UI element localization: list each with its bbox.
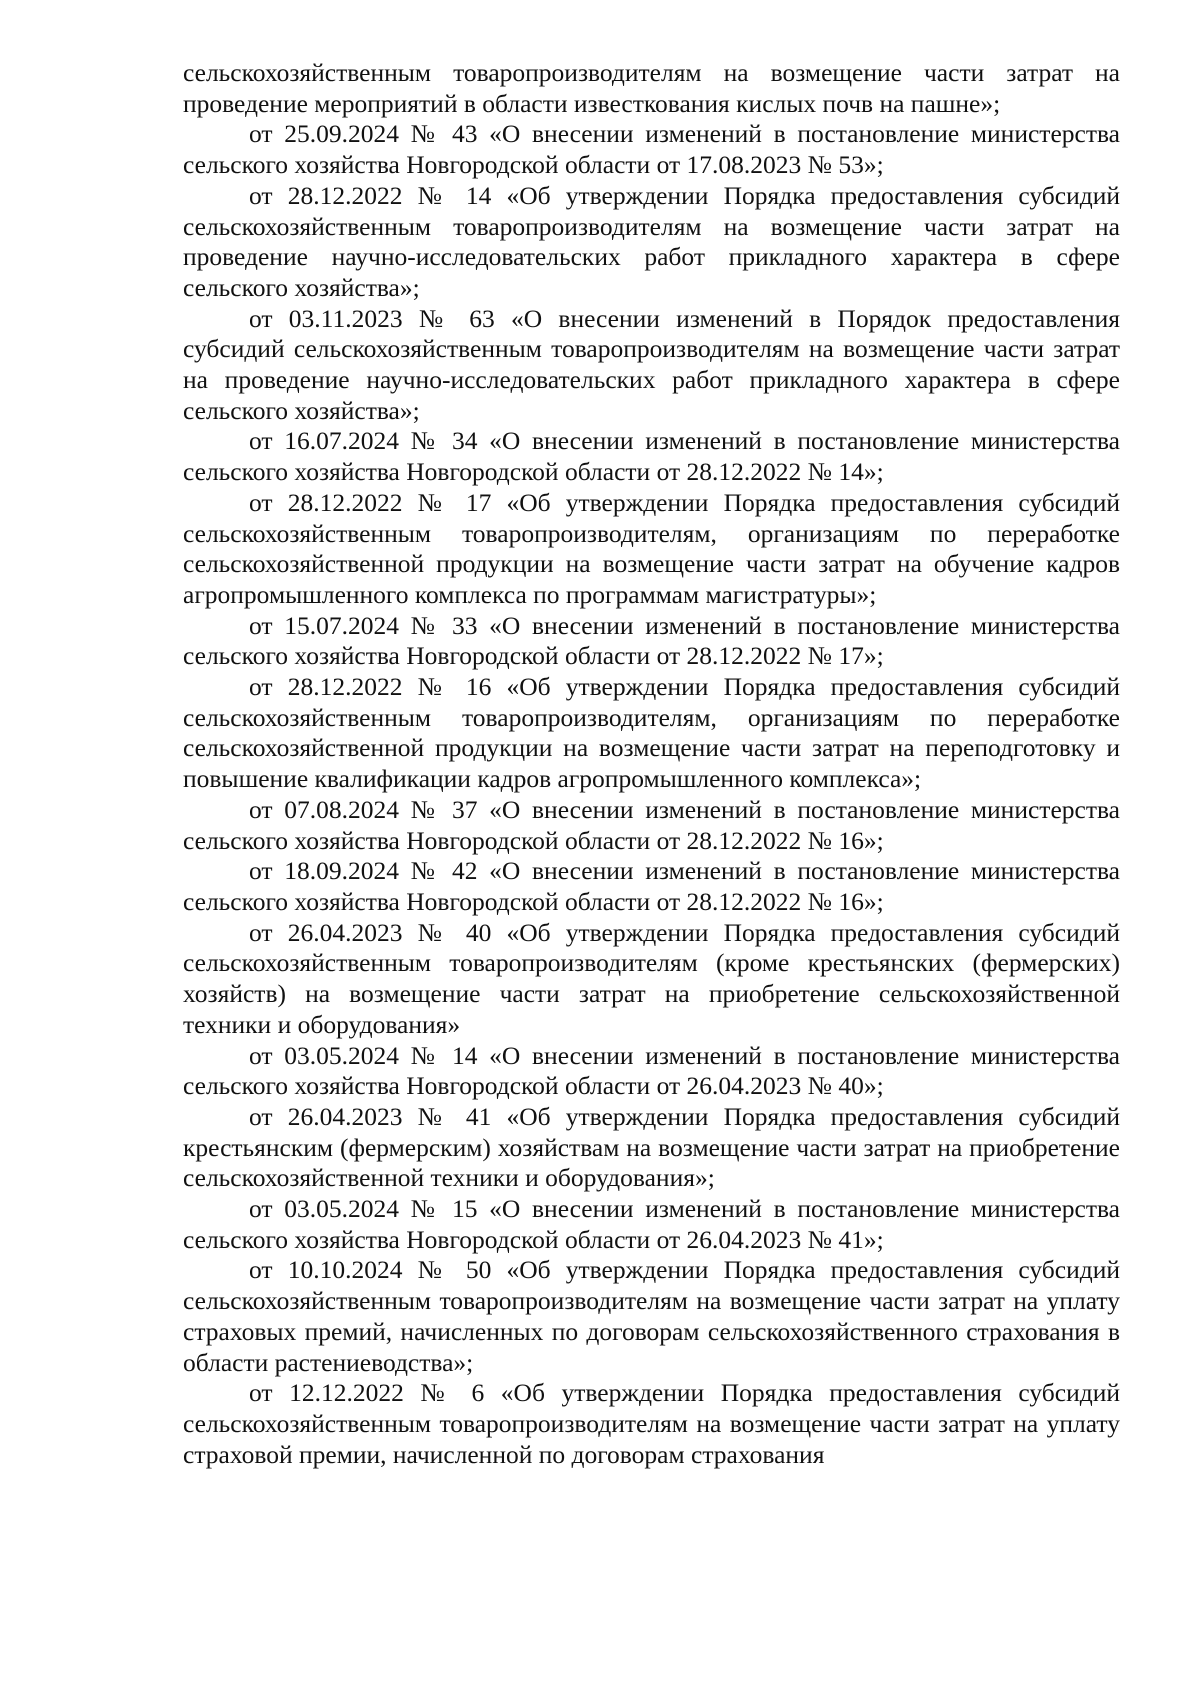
paragraph-item: от 12.12.2022 № 6 «Об утверждении Порядка предоставления субсидий сельскохозяйственным товаропроизводителям на возмещение части затрат на уплату страховой премии, начисленной по договорам страхования [183, 1378, 1120, 1469]
paragraph-item: от 26.04.2023 № 41 «Об утверждении Порядка предоставления субсидий крестьянским (фермерским) хозяйствам на возмещение части затрат на приобретение сельскохозяйственной техники и оборудования»; [183, 1101, 1120, 1193]
paragraph-item: от 16.07.2024 № 34 «О внесении изменений в постановление министерства сельского хозяйства Новгородской области от 28.12.2022 № 14»; [183, 426, 1120, 487]
paragraph-item: от 28.12.2022 № 17 «Об утверждении Порядка предоставления субсидий сельскохозяйственным товаропроизводителям, организациям по переработке сельскохозяйственной продукции на возмещение части затрат на обучение кадров агропромышленного комплекса по программам магистратуры»; [183, 487, 1120, 609]
paragraph-item: от 07.08.2024 № 37 «О внесении изменений в постановление министерства сельского хозяйства Новгородской области от 28.12.2022 № 16»; [183, 794, 1120, 855]
paragraph-item: от 28.12.2022 № 14 «Об утверждении Порядка предоставления субсидий сельскохозяйственным товаропроизводителям на возмещение части затрат на проведение научно-исследовательских работ прикладного характера в сфере сельского хозяйства»; [183, 180, 1120, 302]
paragraph-item: от 26.04.2023 № 40 «Об утверждении Порядка предоставления субсидий сельскохозяйственным товаропроизводителям (кроме крестьянских (фермерских) хозяйств) на возмещение части затрат на приобретение сельскохозяйственной техники и оборудования» [183, 917, 1120, 1039]
document-page [183, 58, 1120, 1470]
paragraph-item: от 25.09.2024 № 43 «О внесении изменений в постановление министерства сельского хозяйства Новгородской области от 17.08.2023 № 53»; [183, 119, 1120, 180]
paragraph-item: от 28.12.2022 № 16 «Об утверждении Порядка предоставления субсидий сельскохозяйственным товаропроизводителям, организациям по переработке сельскохозяйственной продукции на возмещение части затрат на переподготовку и повышение квалификации кадров агропромышленного комплекса»; [183, 672, 1120, 794]
paragraph-item: от 03.11.2023 № 63 «О внесении изменений в Порядок предоставления субсидий сельскохозяйственным товаропроизводителям на возмещение части затрат на проведение научно-исследовательских работ прикладного характера в сфере сельского хозяйства»; [183, 303, 1120, 425]
paragraph-item: от 10.10.2024 № 50 «Об утверждении Порядка предоставления субсидий сельскохозяйственным товаропроизводителям на возмещение части затрат на уплату страховых премий, начисленных по договорам сельскохозяйственного страхования в области растениеводства»; [183, 1255, 1120, 1377]
paragraph-continuation: сельскохозяйственным товаропроизводителям на возмещение части затрат на проведение мероприятий в области известкования кислых почв на пашне»; [183, 58, 1120, 118]
paragraph-item: от 03.05.2024 № 15 «О внесении изменений в постановление министерства сельского хозяйства Новгородской области от 26.04.2023 № 41»; [183, 1194, 1120, 1254]
paragraph-item: от 15.07.2024 № 33 «О внесении изменений в постановление министерства сельского хозяйства Новгородской области от 28.12.2022 № 17»; [183, 610, 1120, 671]
paragraph-item: от 18.09.2024 № 42 «О внесении изменений в постановление министерства сельского хозяйства Новгородской области от 28.12.2022 № 16»; [183, 856, 1120, 916]
paragraph-item: от 03.05.2024 № 14 «О внесении изменений в постановление министерства сельского хозяйства Новгородской области от 26.04.2023 № 40»; [183, 1040, 1120, 1101]
